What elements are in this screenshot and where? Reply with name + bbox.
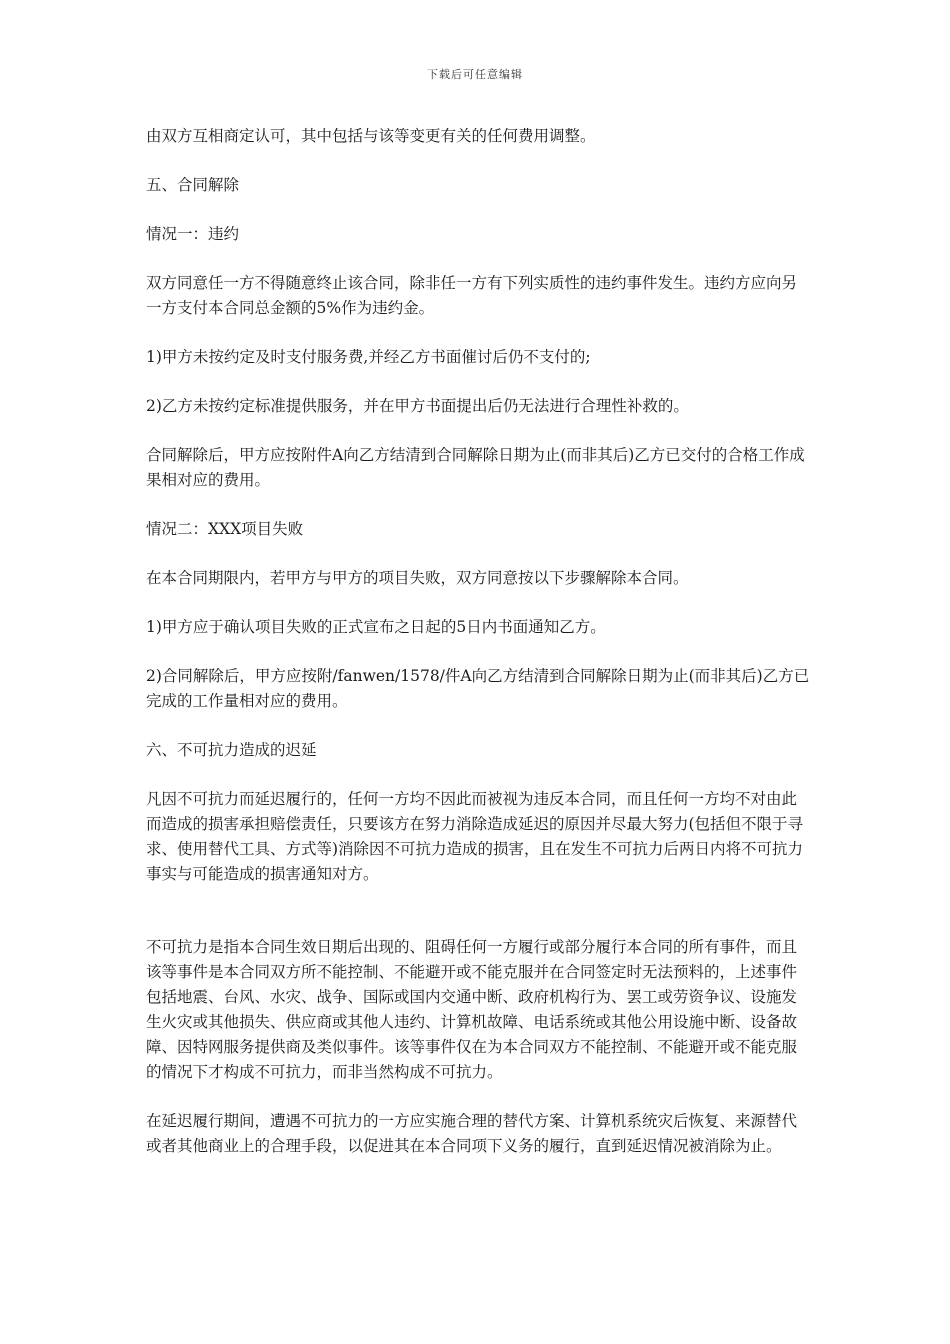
section-heading-termination: 五、合同解除 (146, 176, 240, 194)
list-item-breach-2: 2)乙方未按约定标准提供服务，并在甲方书面提出后仍无法进行合理性补救的。 (146, 397, 689, 415)
paragraph-breach-terms: 双方同意任一方不得随意终止该合同，除非任一方有下列实质性的违约事件发生。违约方应向另一方支付本合同总金额的5%作为违约金。 (146, 274, 798, 317)
paragraph-force-majeure-definition: 不可抗力是指本合同生效日期后出现的、阻碍任何一方履行或部分履行本合同的所有事件，而且该等事件是本合同双方所不能控制、不能避开或不能克服并在合同签定时无法预料的，上述事件包括地震、台风、水灾、战争、国际或国内交通中断、政府机构行为、罢工或劳资争议、设施发生火灾或其他损失、供应商或其他人违约、计算机故障、电话系统或其他公用设施中断、设备故障、因特网服务提供商及类似事件。该等事件仅在为本合同双方不能控制、不能避开或不能克服的情况下才构成不可抗力，而非当然构成不可抗力。 (146, 938, 798, 1081)
section-heading-force-majeure: 六、不可抗力造成的迟延 (146, 741, 317, 759)
subheading-case-breach: 情况一：违约 (146, 225, 240, 243)
list-item-failure-2: 2)合同解除后，甲方应按附/fanwen/1578/件A向乙方结清到合同解除日期为止(而非其后)乙方已完成的工作量相对应的费用。 (146, 667, 810, 710)
list-item-breach-1: 1)甲方未按约定及时支付服务费,并经乙方书面催讨后仍不支付的; (146, 348, 591, 366)
paragraph-project-failure: 在本合同期限内，若甲方与甲方的项目失败，双方同意按以下步骤解除本合同。 (146, 569, 689, 587)
page-header-note: 下载后可任意编辑 (427, 68, 523, 81)
list-item-failure-1: 1)甲方应于确认项目失败的正式宣布之日起的5日内书面通知乙方。 (146, 618, 606, 636)
subheading-case-project-failure: 情况二：XXX项目失败 (146, 520, 304, 538)
paragraph-force-majeure-delay: 凡因不可抗力而延迟履行的，任何一方均不因此而被视为违反本合同，而且任何一方均不对由此而造成的损害承担赔偿责任，只要该方在努力消除造成延迟的原因并尽最大努力(包括但不限于寻求、使用替代工具、方式等)消除因不可抗力造成的损害，且在发生不可抗力后两日内将不可抗力事实与可能造成的损害通知对方。 (146, 790, 804, 883)
document-body (146, 124, 810, 1183)
paragraph-fee-adjustment: 由双方互相商定认可，其中包括与该等变更有关的任何费用调整。 (146, 127, 596, 145)
paragraph-delay-mitigation: 在延迟履行期间，遭遇不可抗力的一方应实施合理的替代方案、计算机系统灾后恢复、来源替代或者其他商业上的合理手段，以促进其在本合同项下义务的履行，直到延迟情况被消除为止。 (146, 1112, 798, 1155)
paragraph-post-termination: 合同解除后，甲方应按附件A向乙方结清到合同解除日期为止(而非其后)乙方已交付的合格工作成果相对应的费用。 (146, 446, 805, 489)
